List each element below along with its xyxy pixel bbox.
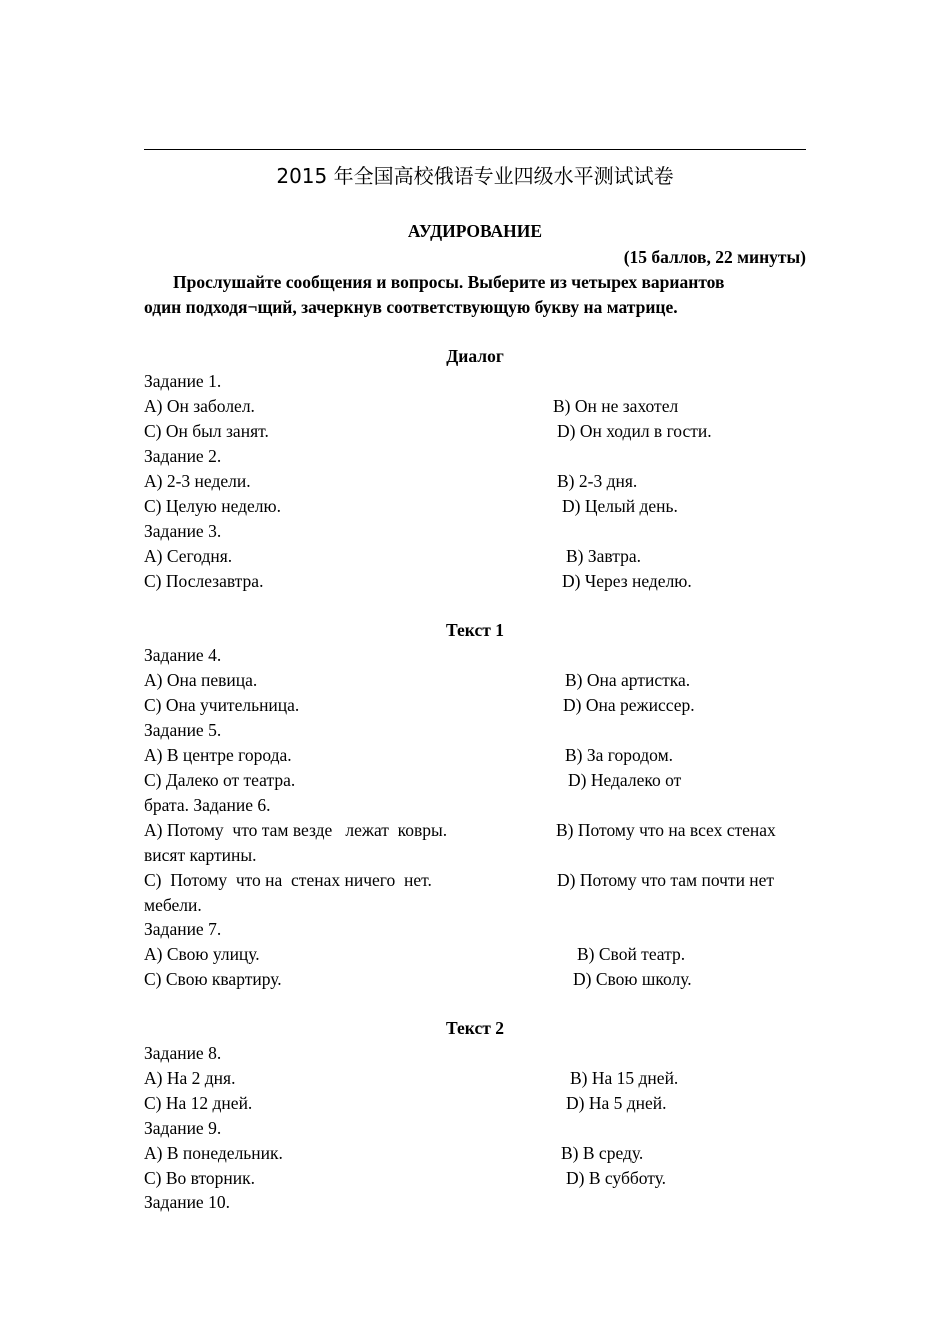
- task-3-option-a: A) Сегодня.: [144, 546, 233, 566]
- task-5-option-c: C) Далеко от театра.: [144, 770, 296, 790]
- task-9-label: Задание 9.: [144, 1118, 222, 1138]
- task-7-option-a: A) Свою улицу.: [144, 944, 260, 964]
- exam-title: 2015 年全国高校俄语专业四级水平测试试卷: [276, 164, 674, 188]
- section-title: АУДИРОВАНИЕ: [407, 221, 543, 241]
- task-8-option-b: B) На 15 дней.: [570, 1068, 679, 1088]
- task-9-option-d: D) В субботу.: [566, 1168, 667, 1188]
- points-note: (15 баллов, 22 минуты): [623, 247, 806, 267]
- task-3-option-d: D) Через неделю.: [562, 571, 692, 591]
- task-1-option-b: B) Он не захотел: [553, 396, 679, 416]
- task-4-option-d: D) Она режиссер.: [563, 695, 695, 715]
- task-6-option-d-cont: мебели.: [144, 895, 202, 915]
- task-4-option-c: C) Она учительница.: [144, 695, 300, 715]
- task-5-option-a: A) В центре города.: [144, 745, 292, 765]
- task-7-option-d: D) Свою школу.: [573, 969, 692, 989]
- task-4-option-a: A) Она певица.: [144, 670, 258, 690]
- task-6-label: брата. Задание 6.: [144, 795, 271, 815]
- task-9-option-a: A) В понедельник.: [144, 1143, 283, 1163]
- task-6-option-b-cont: висят картины.: [144, 845, 257, 865]
- task-7-label: Задание 7.: [144, 919, 222, 939]
- task-2-option-a: A) 2-3 недели.: [144, 471, 251, 491]
- task-4-option-b: B) Она артистка.: [565, 670, 691, 690]
- task-2-option-d: D) Целый день.: [562, 496, 678, 516]
- task-3-option-c: C) Послезавтра.: [144, 571, 264, 591]
- instructions-line-1: Прослушайте сообщения и вопросы. Выберите из четырех вариантов: [173, 272, 725, 292]
- task-3-label: Задание 3.: [144, 521, 222, 541]
- text2-heading: Текст 2: [446, 1018, 504, 1038]
- task-7-option-c: C) Свою квартиру.: [144, 969, 282, 989]
- task-1-option-a: A) Он заболел.: [144, 396, 255, 416]
- task-4-label: Задание 4.: [144, 645, 222, 665]
- task-6-option-a: A) Потому что там везде лежат ковры.: [144, 820, 448, 840]
- task-8-option-a: A) На 2 дня.: [144, 1068, 236, 1088]
- instructions: [144, 270, 806, 320]
- task-5-option-d: D) Недалеко от: [568, 770, 682, 790]
- dialog-heading: Диалог: [446, 346, 504, 366]
- task-1-label: Задание 1.: [144, 371, 222, 391]
- task-2-option-c: C) Целую неделю.: [144, 496, 281, 516]
- task-9-option-c: C) Во вторник.: [144, 1168, 256, 1188]
- task-10-label: Задание 10.: [144, 1192, 230, 1212]
- task-6-option-d: D) Потому что там почти нет: [557, 870, 775, 890]
- task-5-label: Задание 5.: [144, 720, 222, 740]
- task-8-option-d: D) На 5 дней.: [566, 1093, 667, 1113]
- task-6-option-b: B) Потому что на всех стенах: [556, 820, 776, 840]
- task-7-option-b: B) Свой театр.: [577, 944, 686, 964]
- header-rule: [144, 149, 806, 150]
- task-1-option-c: C) Он был занят.: [144, 421, 269, 441]
- task-8-label: Задание 8.: [144, 1043, 222, 1063]
- task-3-option-b: B) Завтра.: [566, 546, 641, 566]
- task-2-label: Задание 2.: [144, 446, 222, 466]
- task-1-option-d: D) Он ходил в гости.: [557, 421, 712, 441]
- instructions-line-2: один подходя¬щий, зачеркнув соответствующую букву на матрице.: [144, 297, 678, 317]
- task-6-option-c: C) Потому что на стенах ничего нет.: [144, 870, 432, 890]
- task-8-option-c: C) На 12 дней.: [144, 1093, 253, 1113]
- task-2-option-b: B) 2-3 дня.: [557, 471, 638, 491]
- text1-heading: Текст 1: [446, 620, 504, 640]
- task-9-option-b: B) В среду.: [561, 1143, 644, 1163]
- task-5-option-b: B) За городом.: [565, 745, 674, 765]
